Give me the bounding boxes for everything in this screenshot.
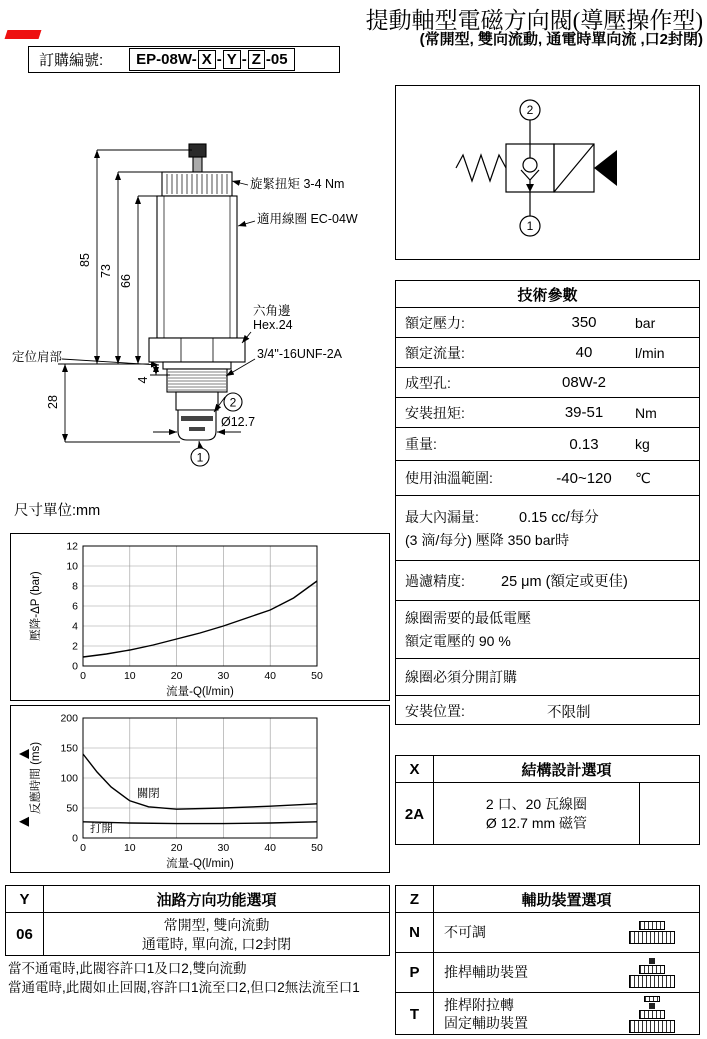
z-option-line1: 不可調	[444, 924, 486, 941]
svg-text:30: 30	[217, 842, 230, 854]
x-table-key: X	[396, 756, 434, 782]
z-option-code: T	[396, 993, 434, 1035]
svg-text:8: 8	[72, 580, 78, 593]
dim-4: 4	[136, 376, 150, 384]
tech-value: 39-51	[564, 404, 604, 421]
model-code-sep: -	[216, 51, 222, 68]
z-option-code: P	[396, 953, 434, 992]
solenoid-arrow	[594, 150, 617, 186]
y-table-row-06	[6, 913, 389, 956]
z-table-title: 輔助裝置選項	[521, 891, 612, 909]
svg-text:150: 150	[60, 742, 78, 755]
tech-value: 40	[575, 344, 593, 361]
y-option-line2: 通電時, 單向流, 口2封閉	[141, 935, 292, 952]
svg-text:30: 30	[217, 670, 230, 682]
tech-value: 350	[571, 314, 597, 331]
y-options-table	[5, 885, 390, 956]
leakage-note: (3 滴/每分) 壓降 350 bar時	[405, 532, 570, 548]
y-table-header	[6, 886, 389, 913]
model-code-sep: -	[241, 51, 247, 68]
y-option-code: 06	[6, 913, 44, 956]
filtration-value: 25 μm (額定或更佳)	[501, 574, 628, 590]
svg-text:1: 1	[196, 450, 204, 465]
y-note-1: 當不通電時,此閥容許口1及口2,雙向流動	[8, 961, 247, 976]
tech-row-cavity	[396, 368, 699, 398]
svg-text:2: 2	[229, 395, 237, 410]
page-subtitle: (常開型, 雙向流動, 通電時單向流 ,口2封閉)	[419, 31, 703, 48]
svg-text:50: 50	[66, 802, 78, 815]
tech-value: -40~120	[556, 469, 612, 487]
z-option-description	[434, 913, 604, 952]
response-time-chart	[10, 705, 390, 873]
svg-text:40: 40	[264, 670, 277, 682]
tech-row-rated-pressure	[396, 308, 699, 338]
order-number-label: 訂購編號:	[39, 52, 104, 69]
knob-plain-icon	[604, 913, 699, 952]
svg-text:50: 50	[311, 842, 323, 854]
y-option-description	[44, 913, 389, 956]
dim-28: 28	[46, 395, 60, 409]
coil-voltage-line1: 線圈需要的最低電壓	[405, 610, 531, 626]
z-table-row-t	[396, 993, 699, 1035]
svg-text:0: 0	[72, 660, 78, 673]
tech-row-coil-voltage	[396, 601, 699, 659]
x-option-code: 2A	[396, 783, 434, 845]
thread-label: 3/4"-16UNF-2A	[257, 347, 343, 361]
coil-voltage-line2: 額定電壓的 90 %	[405, 633, 511, 649]
hex-label: 六角邊	[253, 304, 291, 318]
hydraulic-symbol	[396, 86, 699, 259]
tech-label: 重量:	[405, 436, 437, 452]
tech-row-mounting	[396, 696, 699, 726]
svg-text:10: 10	[123, 670, 136, 682]
dim-66: 66	[119, 274, 133, 288]
flow-arrow	[526, 184, 534, 192]
tech-label: 安裝扭矩:	[405, 404, 465, 421]
svg-text:2: 2	[72, 640, 78, 653]
z-table-header	[396, 886, 699, 913]
hex-size-label: Hex.24	[253, 318, 293, 332]
x-options-table	[395, 755, 700, 845]
tech-unit: kg	[635, 436, 650, 452]
tech-label: 額定流量:	[405, 344, 465, 361]
port-1-marker	[191, 448, 209, 466]
page-title: 提動軸型電磁方向閥(導壓操作型)	[365, 8, 703, 33]
y-option-line1: 常開型, 雙向流動	[163, 916, 270, 933]
svg-text:40: 40	[264, 842, 277, 854]
tech-label: 使用油溫範圍:	[405, 470, 493, 486]
y-table-key: Y	[6, 886, 44, 912]
tech-unit: Nm	[635, 404, 657, 421]
x-option-description	[434, 783, 639, 845]
svg-text:6: 6	[72, 600, 78, 613]
z-option-description	[434, 993, 604, 1035]
tip-cross-hole	[189, 427, 205, 431]
svg-text:0: 0	[80, 670, 86, 682]
z-option-code: N	[396, 913, 434, 952]
z-options-table	[395, 885, 700, 1035]
dim-diameter: Ø12.7	[221, 415, 256, 429]
svg-text:0: 0	[72, 832, 78, 845]
model-code-y: Y	[223, 50, 241, 69]
z-option-line2: 固定輔助裝置	[444, 1015, 528, 1031]
svg-text:10: 10	[123, 842, 136, 854]
svg-text:流量-Q(l/min): 流量-Q(l/min)	[166, 686, 234, 698]
z-table-row-p	[396, 953, 699, 993]
tech-row-rated-flow	[396, 338, 699, 368]
coil-order-note: 線圈必須分開訂購	[405, 669, 517, 685]
tech-params-table	[395, 280, 700, 725]
tech-label: 額定壓力:	[405, 314, 465, 331]
pressure-drop-chart	[10, 533, 390, 701]
svg-text:關閉: 關閉	[136, 788, 160, 801]
x-table-title: 結構設計選項	[521, 761, 612, 779]
x-table-empty-cell	[639, 783, 699, 845]
coil-label: 適用線圈 EC-04W	[257, 212, 358, 226]
response-time-chart-svg	[11, 706, 389, 872]
valve-dimension-drawing	[10, 85, 390, 510]
svg-text:50: 50	[311, 670, 323, 682]
z-option-line1: 推桿附拉轉	[444, 996, 514, 1013]
leakage-label: 最大內漏量:	[405, 508, 479, 525]
tech-value: 08W-2	[562, 374, 606, 391]
svg-text:20: 20	[170, 670, 183, 682]
model-code-suffix: -05	[265, 51, 288, 68]
tech-unit: l/min	[635, 344, 665, 361]
x-table-row-2a	[396, 783, 699, 845]
model-code	[129, 48, 294, 71]
svg-text:100: 100	[60, 772, 78, 785]
svg-text:20: 20	[170, 842, 183, 854]
spring-symbol	[456, 155, 506, 181]
svg-text:打開: 打開	[90, 823, 114, 835]
mounting-label: 安裝位置:	[405, 703, 465, 719]
svg-text:12: 12	[66, 540, 78, 553]
y-table-title: 油路方向功能選項	[156, 891, 277, 909]
symbol-port-2: 2	[526, 103, 534, 117]
hydraulic-symbol-box	[395, 85, 700, 260]
pressure-drop-chart-svg	[11, 534, 389, 700]
y-function-notes	[8, 960, 360, 997]
svg-text:4: 4	[72, 620, 78, 633]
tech-unit: ℃	[635, 469, 651, 486]
x-option-line2: Ø 12.7 mm 磁管	[485, 815, 588, 831]
model-code-x: X	[198, 50, 216, 69]
leakage-value: 0.15 cc/每分	[519, 510, 599, 526]
tech-row-leakage	[396, 496, 699, 561]
svg-text:流量-Q(l/min): 流量-Q(l/min)	[166, 858, 234, 870]
model-code-z: Z	[248, 50, 265, 69]
shoulder-label: 定位肩部	[12, 350, 63, 364]
knob-stem-icon	[604, 993, 699, 1035]
tech-label: 成型孔:	[405, 374, 451, 391]
port-2-marker	[224, 393, 242, 411]
z-option-line1: 推桿輔助裝置	[444, 964, 528, 981]
tech-row-coil-order	[396, 659, 699, 696]
tech-row-filtration	[396, 561, 699, 601]
tech-row-weight	[396, 428, 699, 461]
svg-text:10: 10	[66, 560, 78, 573]
svg-text:壓降-ΔP (bar): 壓降-ΔP (bar)	[30, 571, 42, 641]
tech-value: 0.13	[569, 435, 599, 453]
red-mark	[5, 30, 42, 39]
torque-label: 旋緊扭矩 3-4 Nm	[250, 177, 345, 191]
z-table-key: Z	[396, 886, 434, 912]
check-ball-symbol	[523, 158, 537, 172]
dim-73: 73	[99, 264, 113, 278]
symbol-port-1: 1	[526, 219, 534, 233]
svg-text:200: 200	[60, 712, 78, 725]
model-code-prefix: EP-08W-	[136, 51, 197, 68]
tech-row-install-torque	[396, 398, 699, 428]
svg-text:0: 0	[80, 842, 86, 854]
x-option-line1: 2 口、20 瓦線圈	[485, 796, 588, 813]
dimension-unit-note: 尺寸單位:mm	[14, 503, 101, 519]
tip-cross-hole	[181, 416, 213, 421]
x-table-header	[396, 756, 699, 783]
dim-85: 85	[78, 253, 92, 267]
z-table-row-n	[396, 913, 699, 953]
tech-unit: bar	[635, 314, 656, 331]
tech-params-title: 技術參數	[396, 281, 699, 308]
z-option-description	[434, 953, 604, 992]
order-number-box	[28, 46, 340, 73]
svg-text:反應時間 (ms): 反應時間 (ms)	[30, 741, 42, 815]
filtration-label: 過濾精度:	[405, 572, 465, 589]
y-note-2: 當通電時,此閥如止回閥,容許口1流至口2,但口2無法流至口1	[8, 979, 360, 995]
tech-row-oil-temp	[396, 461, 699, 496]
mounting-value: 不限制	[547, 704, 591, 721]
knob-pin-icon	[604, 953, 699, 992]
